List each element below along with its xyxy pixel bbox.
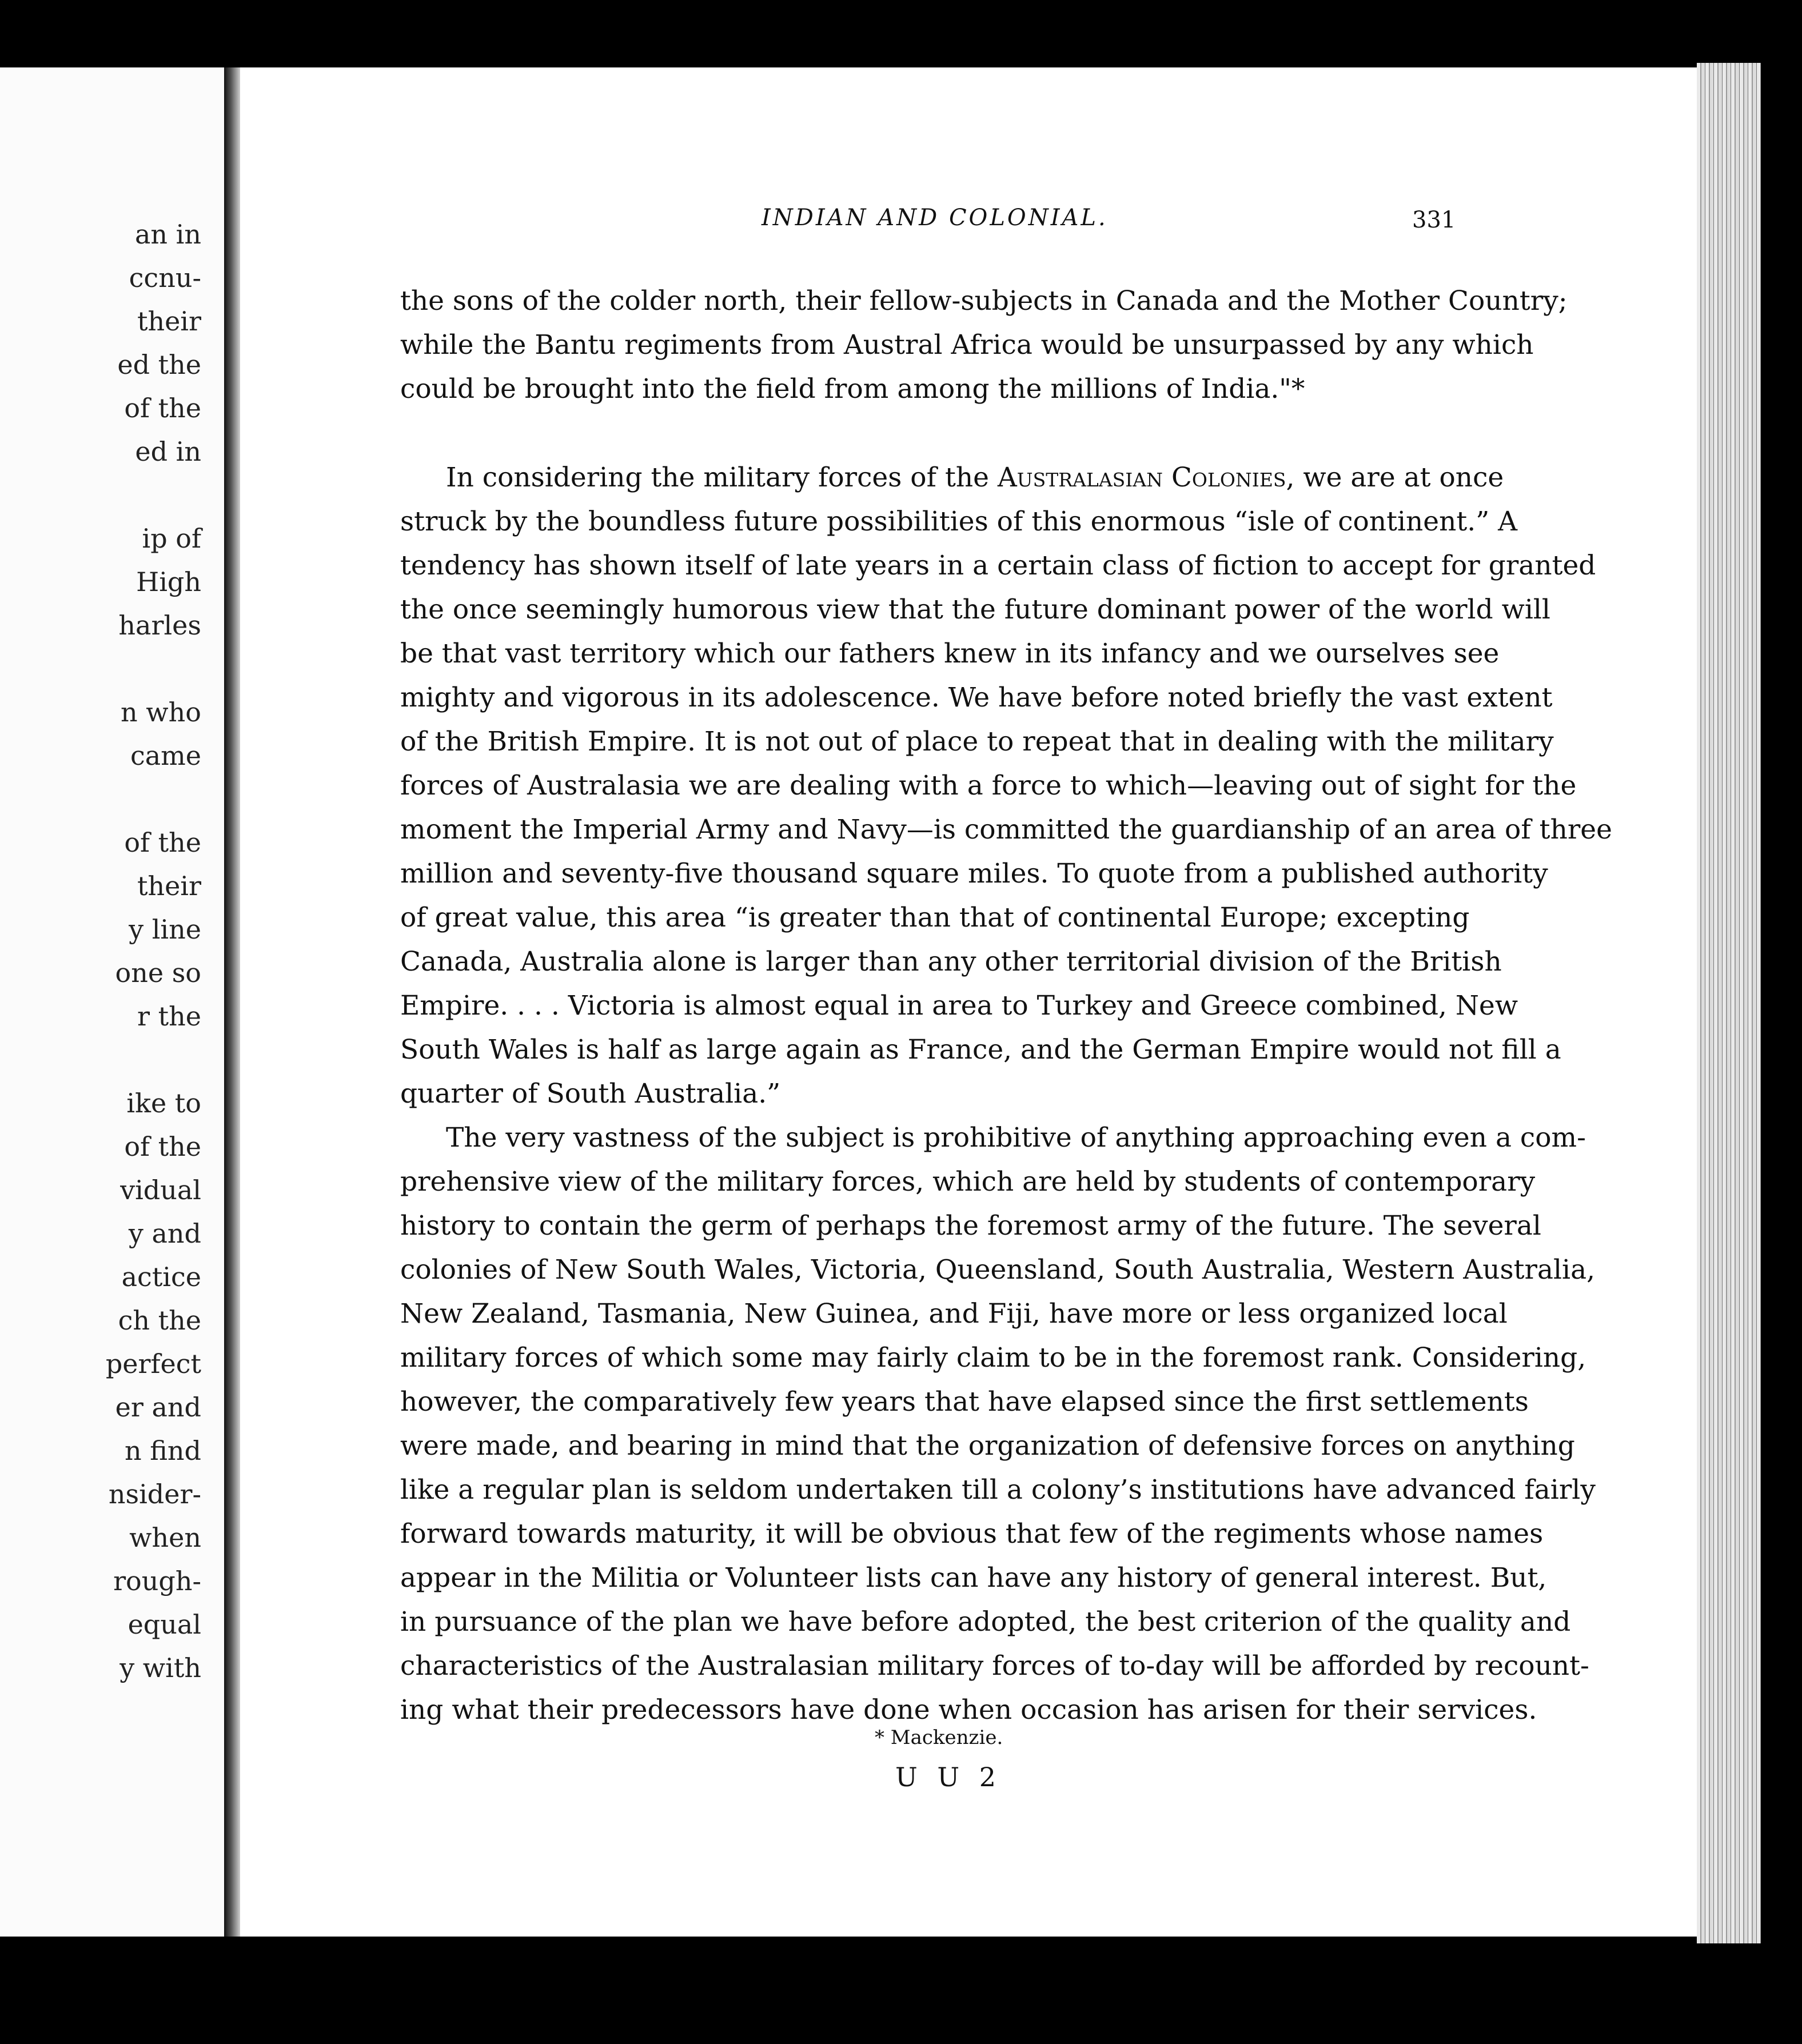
paragraph-1 [400, 279, 1568, 411]
left-page-line: ip of [142, 523, 201, 554]
text-line: were made, and bearing in mind that the organization of defensive forces on anything [400, 1430, 1575, 1462]
text-line: South Wales is half as large again as France, and the German Empire would not fill a [400, 1034, 1561, 1065]
text-line: ing what their predecessors have done when occasion has arisen for their services. [400, 1694, 1537, 1726]
text-line: New Zealand, Tasmania, New Guinea, and Fiji, have more or less organized local [400, 1298, 1508, 1330]
running-head: INDIAN AND COLONIAL. [762, 205, 1108, 231]
left-page-line: ike to [126, 1088, 201, 1119]
text-line: could be brought into the field from among the millions of India."* [400, 373, 1305, 405]
text-line: colonies of New South Wales, Victoria, Queensland, South Australia, Western Australia, [400, 1254, 1596, 1286]
text-line: in pursuance of the plan we have before adopted, the best criterion of the quality and [400, 1606, 1571, 1638]
text-line: military forces of which some may fairly claim to be in the foremost rank. Considering, [400, 1342, 1586, 1374]
text-line: Canada, Australia alone is larger than any other territorial division of the British [400, 946, 1502, 977]
left-page-line: ch the [118, 1305, 201, 1336]
left-page-line: equal [127, 1609, 201, 1640]
left-page-line: of the [124, 827, 201, 858]
text-line: forces of Australasia we are dealing with a force to which—leaving out of sight for the [400, 770, 1577, 801]
text-line: of the British Empire. It is not out of place to repeat that in dealing with the military [400, 726, 1554, 757]
text-line: The very vastness of the subject is prohibitive of anything approaching even a com- [446, 1122, 1586, 1153]
left-page-line: ed the [117, 349, 201, 380]
text-line: characteristics of the Australasian military forces of to-day will be afforded by recount- [400, 1650, 1589, 1682]
left-page-line: nsider- [108, 1479, 201, 1510]
left-page-line: came [130, 740, 201, 771]
footnote: * Mackenzie. [875, 1726, 1003, 1749]
left-page-line: y and [128, 1218, 201, 1249]
text-line: appear in the Militia or Volunteer lists can have any history of general interest. But, [400, 1562, 1547, 1594]
left-page-line: n find [124, 1435, 201, 1466]
text-line: prehensive view of the military forces, which are held by students of contemporary [400, 1166, 1536, 1197]
left-page-line: their [137, 871, 201, 901]
text-line: forward towards maturity, it will be obvious that few of the regiments whose names [400, 1518, 1544, 1550]
text-line: like a regular plan is seldom undertaken till a colony’s institutions have advanced fairly [400, 1474, 1596, 1506]
left-page-line: High [136, 566, 201, 597]
left-page-line: r the [137, 1001, 201, 1032]
text-line: In considering the military forces of the Australasian Colonies, we are at once [446, 462, 1504, 493]
colonies-small-caps: Australasian Colonies [997, 462, 1286, 493]
text-line: while the Bantu regiments from Austral Africa would be unsurpassed by any which [400, 329, 1534, 361]
left-page-line: y with [119, 1652, 201, 1683]
page-edges [1697, 63, 1761, 1943]
left-page-line: actice [121, 1261, 201, 1292]
text-line: tendency has shown itself of late years in a certain class of fiction to accept for granted [400, 550, 1596, 581]
left-page-line: of the [124, 393, 201, 424]
page-number: 331 [1412, 207, 1456, 233]
text-line: struck by the boundless future possibilities of this enormous “isle of continent.” A [400, 506, 1518, 537]
text-line: however, the comparatively few years that have elapsed since the first settlements [400, 1386, 1529, 1418]
text-line: moment the Imperial Army and Navy—is committed the guardianship of an area of three [400, 814, 1612, 845]
paragraph-3 [400, 1116, 1596, 1732]
left-page-line: when [129, 1522, 201, 1553]
left-page-line: ed in [135, 436, 201, 467]
text-line: the sons of the colder north, their fellow-subjects in Canada and the Mother Country; [400, 285, 1568, 317]
body-text [400, 279, 1612, 1732]
text-line: Empire. . . . Victoria is almost equal in area to Turkey and Greece combined, New [400, 990, 1518, 1021]
left-page-line: n who [121, 697, 201, 728]
text-line: the once seemingly humorous view that the future dominant power of the world will [400, 594, 1550, 625]
left-page-line: harles [118, 610, 201, 641]
left-page-line: er and [115, 1392, 201, 1423]
paragraph-2 [400, 456, 1612, 1116]
left-page-line: of the [124, 1131, 201, 1162]
text-line: of great value, this area “is greater than that of continental Europe; excepting [400, 902, 1470, 933]
left-page-line: vidual [120, 1175, 201, 1205]
text-line: history to contain the germ of perhaps the foremost army of the future. The several [400, 1210, 1541, 1241]
left-page-line: one so [115, 957, 201, 988]
left-page-line: rough- [113, 1566, 201, 1596]
text-line: quarter of South Australia.” [400, 1078, 781, 1109]
signature-mark: U U 2 [895, 1762, 1002, 1793]
left-page-line: ccnu- [129, 262, 201, 293]
left-page-line: an in [134, 219, 201, 250]
text-line: mighty and vigorous in its adolescence. We have before noted briefly the vast extent [400, 682, 1553, 713]
left-page-line: their [137, 306, 201, 337]
left-page-line: y line [129, 914, 201, 945]
book-gutter [224, 67, 241, 1937]
text-line: million and seventy-five thousand square miles. To quote from a published authority [400, 858, 1548, 889]
text-line: be that vast territory which our fathers knew in its infancy and we ourselves see [400, 638, 1500, 669]
previous-page-strip [0, 67, 226, 1937]
left-page-line: perfect [105, 1348, 201, 1379]
